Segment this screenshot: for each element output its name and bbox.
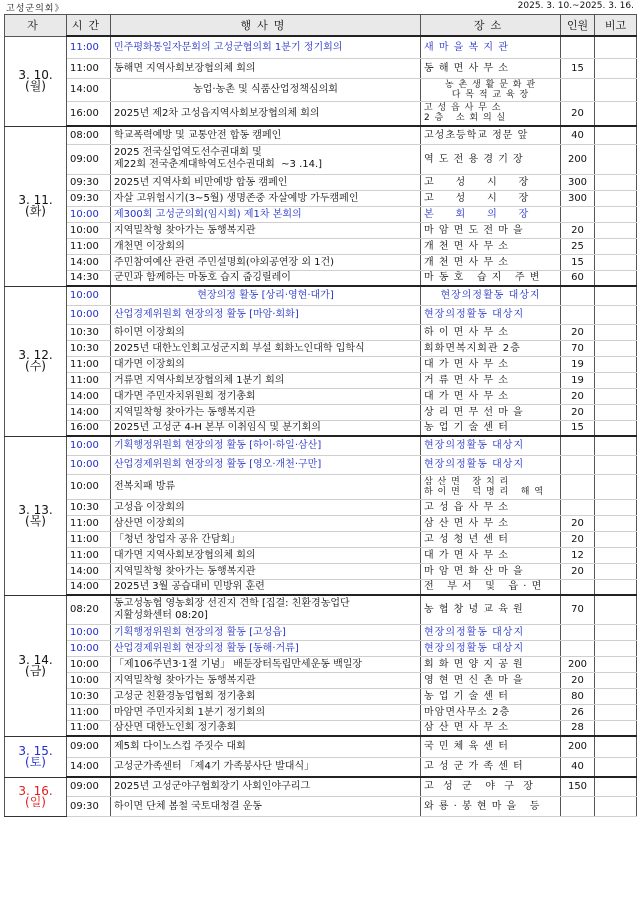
table-row — [5, 672, 637, 688]
time-cell: 09:30 — [67, 190, 111, 206]
table-row — [5, 190, 637, 206]
note-cell — [595, 777, 637, 796]
table-row — [5, 777, 637, 796]
note-cell — [595, 404, 637, 420]
day-date: 3. 13. — [18, 502, 53, 517]
event-cell: 지역밀착형 찾아가는 동행복지관 — [111, 404, 421, 420]
count-cell: 20 — [561, 563, 595, 579]
event-cell: 대가면 주민자치위원회 정기총회 — [111, 388, 421, 404]
event-cell: 2025 전국실업역도선수권대회 및 제22회 전국춘계대학역도선수권대회 ~3 .14.] — [111, 144, 421, 174]
table-row — [5, 757, 637, 777]
table-row — [5, 144, 637, 174]
time-cell: 10:00 — [67, 474, 111, 499]
time-cell: 11:00 — [67, 547, 111, 563]
time-cell: 09:30 — [67, 174, 111, 190]
event-cell: 대가면 지역사회보장협의체 회의 — [111, 547, 421, 563]
table-row — [5, 206, 637, 222]
event-cell: 하이면 단체 봄철 국토대청결 운동 — [111, 796, 421, 816]
time-cell: 10:00 — [67, 222, 111, 238]
note-cell — [595, 640, 637, 656]
day-weekday: (일) — [25, 794, 46, 809]
day-cell — [5, 126, 67, 286]
table-row — [5, 499, 637, 515]
count-cell: 28 — [561, 720, 595, 736]
place-cell: 개 천 면 사 무 소 — [421, 238, 561, 254]
note-cell — [595, 563, 637, 579]
note-cell — [595, 190, 637, 206]
time-cell: 14:00 — [67, 563, 111, 579]
count-cell: 40 — [561, 126, 595, 144]
time-cell: 08:00 — [67, 126, 111, 144]
table-row — [5, 305, 637, 324]
place-cell: 고 성 읍 사 무 소 — [421, 499, 561, 515]
place-cell: 국 민 체 육 센 터 — [421, 736, 561, 757]
event-cell: 2025년 3월 공습대비 민방위 훈련 — [111, 579, 421, 595]
count-cell: 70 — [561, 340, 595, 356]
event-cell: 하이면 이장회의 — [111, 324, 421, 340]
table-row — [5, 515, 637, 531]
count-cell — [561, 78, 595, 101]
count-cell — [561, 624, 595, 640]
note-cell — [595, 101, 637, 126]
note-cell — [595, 672, 637, 688]
note-cell — [595, 474, 637, 499]
col-time: 시간 — [67, 15, 111, 37]
note-cell — [595, 206, 637, 222]
note-cell — [595, 531, 637, 547]
table-row — [5, 656, 637, 672]
time-cell: 10:00 — [67, 286, 111, 305]
event-cell: 주민참여예산 관련 주민설명회(야외공연장 외 1건) — [111, 254, 421, 270]
place-cell: 현장의정활동 대상지 — [421, 624, 561, 640]
time-cell: 14:00 — [67, 78, 111, 101]
event-cell: 고성군가족센터 「제4기 가족봉사단 발대식」 — [111, 757, 421, 777]
event-cell: 마암면 주민자치회 1분기 정기회의 — [111, 704, 421, 720]
note-cell — [595, 420, 637, 436]
time-cell: 09:30 — [67, 796, 111, 816]
day-cell — [5, 436, 67, 595]
col-count: 인원 — [561, 15, 595, 37]
count-cell: 300 — [561, 174, 595, 190]
table-row — [5, 563, 637, 579]
count-cell — [561, 286, 595, 305]
header-period: 2025. 3. 10.~2025. 3. 16. — [517, 1, 634, 11]
event-cell: 지역밀착형 찾아가는 동행복지관 — [111, 672, 421, 688]
note-cell — [595, 372, 637, 388]
count-cell — [561, 796, 595, 816]
event-cell: 2025년 고성군야구협회장기 사회인야구리그 — [111, 777, 421, 796]
table-row — [5, 270, 637, 286]
count-cell: 70 — [561, 595, 595, 624]
note-cell — [595, 340, 637, 356]
event-cell: 지역밀착형 찾아가는 동행복지관 — [111, 563, 421, 579]
note-cell — [595, 174, 637, 190]
note-cell — [595, 286, 637, 305]
time-cell: 16:00 — [67, 420, 111, 436]
place-cell: 마 동 호 습 지 주 변 — [421, 270, 561, 286]
time-cell: 14:00 — [67, 388, 111, 404]
time-cell: 10:00 — [67, 436, 111, 455]
count-cell: 20 — [561, 222, 595, 238]
event-cell: 민주평화통일자문회의 고성군협의회 1분기 정기회의 — [111, 36, 421, 58]
table-row — [5, 688, 637, 704]
note-cell — [595, 126, 637, 144]
day-cell — [5, 777, 67, 816]
place-cell: 본 회 의 장 — [421, 206, 561, 222]
count-cell: 40 — [561, 757, 595, 777]
day-date: 3. 14. — [18, 652, 53, 667]
day-date: 3. 15. — [18, 743, 53, 758]
schedule-table — [4, 14, 637, 817]
table-row — [5, 640, 637, 656]
place-cell: 회 화 면 양 지 공 원 — [421, 656, 561, 672]
count-cell: 200 — [561, 656, 595, 672]
time-cell: 10:00 — [67, 656, 111, 672]
event-cell: 고성읍 이장회의 — [111, 499, 421, 515]
day-weekday: (수) — [25, 359, 46, 373]
place-cell: 마 암 면 화 산 마 을 — [421, 563, 561, 579]
table-row — [5, 254, 637, 270]
note-cell — [595, 222, 637, 238]
place-cell: 고 성 군 야 구 장 — [421, 777, 561, 796]
note-cell — [595, 704, 637, 720]
event-cell: 2025년 대한노인회고성군지회 부설 회화노인대학 입학식 — [111, 340, 421, 356]
note-cell — [595, 515, 637, 531]
count-cell: 15 — [561, 420, 595, 436]
time-cell: 11:00 — [67, 36, 111, 58]
place-cell: 거 류 면 사 무 소 — [421, 372, 561, 388]
count-cell — [561, 36, 595, 58]
time-cell: 10:00 — [67, 624, 111, 640]
time-cell: 14:00 — [67, 757, 111, 777]
note-cell — [595, 238, 637, 254]
table-row — [5, 36, 637, 58]
count-cell: 300 — [561, 190, 595, 206]
event-cell: 지역밀착형 찾아가는 동행복지관 — [111, 222, 421, 238]
count-cell: 12 — [561, 547, 595, 563]
day-date: 3. 10. — [18, 68, 53, 82]
place-cell: 삼 산 면 사 무 소 — [421, 515, 561, 531]
day-weekday: (화) — [25, 204, 46, 218]
event-cell: 2025년 고성군 4-H 본부 이취임식 및 분기회의 — [111, 420, 421, 436]
place-cell: 현장의정활동 대상지 — [421, 640, 561, 656]
place-cell: 회화면복지회관 2층 — [421, 340, 561, 356]
event-cell: 산업경제위원회 현장의정 활동 [동해·거류] — [111, 640, 421, 656]
table-row — [5, 174, 637, 190]
event-cell: 산업경제위원회 현장의정 활동 [영오·개천·구만] — [111, 455, 421, 474]
event-cell: 학교폭력예방 및 교통안전 합동 캠페인 — [111, 126, 421, 144]
note-cell — [595, 736, 637, 757]
note-cell — [595, 78, 637, 101]
table-row — [5, 238, 637, 254]
day-date: 3. 12. — [18, 348, 53, 362]
time-cell: 11:00 — [67, 720, 111, 736]
count-cell: 20 — [561, 531, 595, 547]
table-row — [5, 595, 637, 624]
day-cell — [5, 286, 67, 436]
note-cell — [595, 757, 637, 777]
count-cell — [561, 436, 595, 455]
event-cell: 대가면 이장회의 — [111, 356, 421, 372]
place-cell: 동 해 면 사 무 소 — [421, 58, 561, 78]
place-cell: 개 천 면 사 무 소 — [421, 254, 561, 270]
day-weekday: (월) — [25, 79, 46, 93]
event-cell: 고성군 친환경농업협회 정기총회 — [111, 688, 421, 704]
day-weekday: (목) — [25, 513, 46, 528]
place-cell: 역 도 전 용 경 기 장 — [421, 144, 561, 174]
table-row — [5, 101, 637, 126]
note-cell — [595, 270, 637, 286]
table-row — [5, 324, 637, 340]
time-cell: 10:30 — [67, 324, 111, 340]
place-cell: 농 협 창 녕 교 육 원 — [421, 595, 561, 624]
table-row — [5, 356, 637, 372]
place-cell: 상 리 면 무 선 마 을 — [421, 404, 561, 420]
place-cell: 고 성 시 장 — [421, 190, 561, 206]
time-cell: 11:00 — [67, 515, 111, 531]
count-cell: 80 — [561, 688, 595, 704]
count-cell: 20 — [561, 672, 595, 688]
event-cell: 「청년 창업자 공유 간담회」 — [111, 531, 421, 547]
note-cell — [595, 455, 637, 474]
count-cell: 25 — [561, 238, 595, 254]
table-row — [5, 579, 637, 595]
note-cell — [595, 36, 637, 58]
table-row — [5, 720, 637, 736]
count-cell: 200 — [561, 736, 595, 757]
day-cell — [5, 36, 67, 126]
place-cell: 현장의정활동 대상지 — [421, 455, 561, 474]
table-header-row — [5, 15, 637, 37]
place-cell: 농 업 기 술 센 터 — [421, 688, 561, 704]
table-row — [5, 372, 637, 388]
event-cell: 거류면 지역사회보장협의체 1분기 회의 — [111, 372, 421, 388]
col-note: 비고 — [595, 15, 637, 37]
note-cell — [595, 305, 637, 324]
place-cell: 고 성 읍 사 무 소 2 층 소 회 의 실 — [421, 101, 561, 126]
time-cell: 10:30 — [67, 688, 111, 704]
time-cell: 11:00 — [67, 372, 111, 388]
time-cell: 11:00 — [67, 238, 111, 254]
time-cell: 10:00 — [67, 672, 111, 688]
place-cell: 삼 산 면 사 무 소 — [421, 720, 561, 736]
place-cell: 대 가 면 사 무 소 — [421, 388, 561, 404]
count-cell — [561, 305, 595, 324]
event-cell: 2025년 제2차 고성읍지역사회보장협의체 회의 — [111, 101, 421, 126]
place-cell: 농 촌 생 활 문 화 관 다 목 적 교 육 장 — [421, 78, 561, 101]
event-cell: 전복치패 방류 — [111, 474, 421, 499]
place-cell: 전 부 서 및 읍 · 면 — [421, 579, 561, 595]
time-cell: 10:30 — [67, 340, 111, 356]
note-cell — [595, 720, 637, 736]
event-cell: 제300회 고성군의회(임시회) 제1차 본회의 — [111, 206, 421, 222]
count-cell: 150 — [561, 777, 595, 796]
count-cell: 20 — [561, 388, 595, 404]
count-cell — [561, 474, 595, 499]
time-cell: 11:00 — [67, 356, 111, 372]
event-cell: 제5회 다이노스컵 주짓수 대회 — [111, 736, 421, 757]
note-cell — [595, 356, 637, 372]
count-cell — [561, 579, 595, 595]
place-cell: 하 이 면 사 무 소 — [421, 324, 561, 340]
event-cell: 개천면 이장회의 — [111, 238, 421, 254]
place-cell: 현장의정활동 대상지 — [421, 436, 561, 455]
count-cell: 26 — [561, 704, 595, 720]
place-cell: 대 가 면 사 무 소 — [421, 356, 561, 372]
place-cell: 고 성 청 년 센 터 — [421, 531, 561, 547]
note-cell — [595, 547, 637, 563]
time-cell: 09:00 — [67, 144, 111, 174]
time-cell: 11:00 — [67, 58, 111, 78]
table-row — [5, 222, 637, 238]
col-date: 자 — [5, 15, 67, 37]
table-row — [5, 420, 637, 436]
time-cell: 10:00 — [67, 206, 111, 222]
note-cell — [595, 436, 637, 455]
table-row — [5, 340, 637, 356]
day-weekday: (토) — [25, 754, 46, 769]
table-row — [5, 736, 637, 757]
table-row — [5, 547, 637, 563]
time-cell: 14:30 — [67, 270, 111, 286]
note-cell — [595, 595, 637, 624]
place-cell: 새 마 을 복 지 관 — [421, 36, 561, 58]
table-row — [5, 455, 637, 474]
count-cell — [561, 640, 595, 656]
event-cell: 기획행정위원회 현장의정 활동 [하이·하일·삼산] — [111, 436, 421, 455]
event-cell: 동해면 지역사회보장협의체 회의 — [111, 58, 421, 78]
time-cell: 14:00 — [67, 404, 111, 420]
event-cell: 삼산면 이장회의 — [111, 515, 421, 531]
note-cell — [595, 388, 637, 404]
col-place: 장소 — [421, 15, 561, 37]
table-row — [5, 796, 637, 816]
count-cell: 19 — [561, 356, 595, 372]
event-cell: 산업경제위원회 현장의정 활동 [마암·회화] — [111, 305, 421, 324]
count-cell: 200 — [561, 144, 595, 174]
time-cell: 11:00 — [67, 704, 111, 720]
note-cell — [595, 688, 637, 704]
note-cell — [595, 58, 637, 78]
document-header — [0, 0, 640, 14]
place-cell: 대 가 면 사 무 소 — [421, 547, 561, 563]
place-cell: 현장의정활동 대상지 — [421, 286, 561, 305]
count-cell: 15 — [561, 254, 595, 270]
place-cell: 영 현 면 신 촌 마 을 — [421, 672, 561, 688]
note-cell — [595, 499, 637, 515]
time-cell: 09:00 — [67, 777, 111, 796]
table-row — [5, 704, 637, 720]
table-row — [5, 78, 637, 101]
time-cell: 10:00 — [67, 640, 111, 656]
count-cell: 19 — [561, 372, 595, 388]
place-cell: 와 룡 · 봉 현 마 을 등 — [421, 796, 561, 816]
event-cell: 「제106주년3·1절 기념」 배둔장터독립만세운동 백일장 — [111, 656, 421, 672]
place-cell: 농 업 기 술 센 터 — [421, 420, 561, 436]
event-cell: 2025년 지역사회 비만예방 합동 캠페인 — [111, 174, 421, 190]
table-row — [5, 286, 637, 305]
place-cell: 현장의정활동 대상지 — [421, 305, 561, 324]
time-cell: 10:00 — [67, 305, 111, 324]
event-cell: 농업·농촌 및 식품산업정책심의회 — [111, 78, 421, 101]
note-cell — [595, 624, 637, 640]
event-cell: 자살 고위험시기(3~5월) 생명존중 자살예방 가두캠페인 — [111, 190, 421, 206]
place-cell: 고 성 군 가 족 센 터 — [421, 757, 561, 777]
day-date: 3. 16. — [18, 783, 53, 798]
count-cell: 20 — [561, 404, 595, 420]
time-cell: 14:00 — [67, 254, 111, 270]
place-cell: 삼 산 면 장 치 리 하 이 면 덕 명 리 해 역 — [421, 474, 561, 499]
count-cell — [561, 499, 595, 515]
time-cell: 08:20 — [67, 595, 111, 624]
event-cell: 현장의정 활동 [상리·영현·대가] — [111, 286, 421, 305]
table-row — [5, 404, 637, 420]
place-cell: 고성초등학교 정문 앞 — [421, 126, 561, 144]
day-weekday: (금) — [25, 663, 46, 678]
event-cell: 군민과 함께하는 마동호 습지 줍깅릴레이 — [111, 270, 421, 286]
col-event: 행사명 — [111, 15, 421, 37]
event-cell: 기획행정위원회 현장의정 활동 [고성읍] — [111, 624, 421, 640]
count-cell: 20 — [561, 324, 595, 340]
day-date: 3. 11. — [18, 193, 53, 207]
count-cell: 15 — [561, 58, 595, 78]
table-row — [5, 531, 637, 547]
note-cell — [595, 796, 637, 816]
time-cell: 16:00 — [67, 101, 111, 126]
table-row — [5, 126, 637, 144]
note-cell — [595, 254, 637, 270]
day-cell — [5, 736, 67, 777]
note-cell — [595, 324, 637, 340]
table-row — [5, 388, 637, 404]
place-cell: 마 암 면 도 전 마 을 — [421, 222, 561, 238]
count-cell: 60 — [561, 270, 595, 286]
note-cell — [595, 656, 637, 672]
header-title: 고성군의회》 — [6, 4, 65, 14]
time-cell: 11:00 — [67, 531, 111, 547]
note-cell — [595, 579, 637, 595]
time-cell: 10:00 — [67, 455, 111, 474]
count-cell: 20 — [561, 101, 595, 126]
time-cell: 10:30 — [67, 499, 111, 515]
table-row — [5, 474, 637, 499]
table-row — [5, 436, 637, 455]
day-cell — [5, 595, 67, 736]
count-cell: 20 — [561, 515, 595, 531]
table-row — [5, 58, 637, 78]
count-cell — [561, 206, 595, 222]
count-cell — [561, 455, 595, 474]
place-cell: 고 성 시 장 — [421, 174, 561, 190]
table-row — [5, 624, 637, 640]
place-cell: 마암면사무소 2층 — [421, 704, 561, 720]
time-cell: 14:00 — [67, 579, 111, 595]
event-cell: 동고성농협 영농회장 선진지 견학 [집결: 친환경농업단 지활성화센터 08:20] — [111, 595, 421, 624]
time-cell: 09:00 — [67, 736, 111, 757]
event-cell: 삼산면 대한노인회 정기총회 — [111, 720, 421, 736]
note-cell — [595, 144, 637, 174]
